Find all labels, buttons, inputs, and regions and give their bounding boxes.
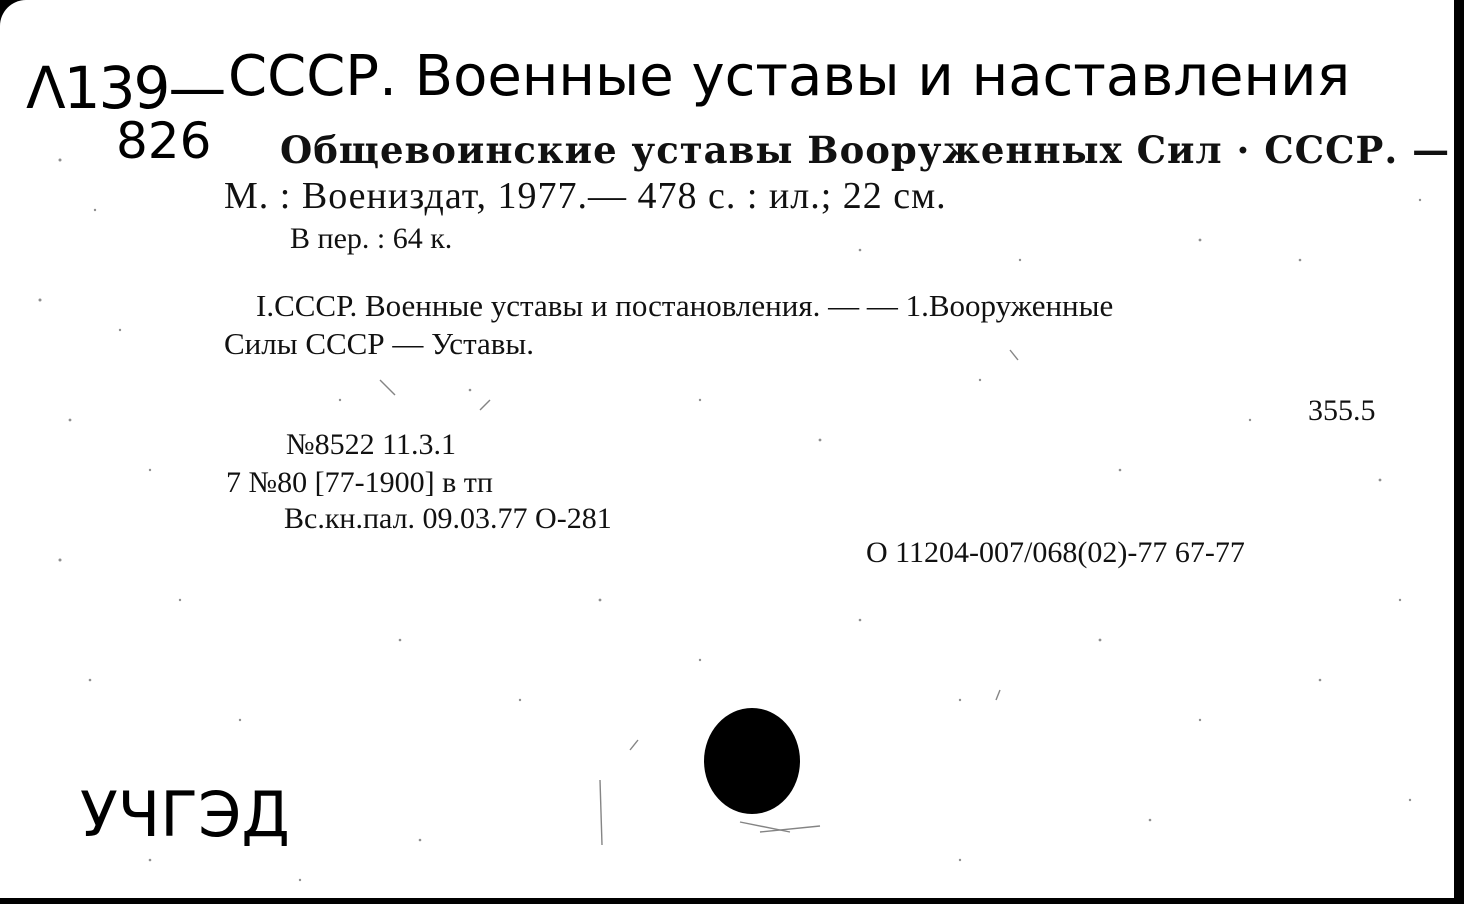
handwritten-bottom-mark: УЧГЭД [80, 778, 290, 851]
scan-edge-right [1454, 0, 1464, 904]
punch-hole [704, 708, 800, 814]
classification-number: 355.5 [1308, 394, 1376, 427]
scan-edge-bottom [0, 898, 1464, 904]
handwritten-call-number-bottom: 826 [116, 112, 212, 170]
price-line: В пер. : 64 к. [290, 222, 453, 255]
title-line: Общевоинские уставы Вооруженных Сил · СССР. — [280, 128, 1451, 172]
handwritten-call-number-top: Λ139— [26, 54, 225, 122]
plan-line: 7 №80 [77-1900] в тп [226, 466, 493, 499]
tracing-line-1: I.СССР. Военные уставы и постановления. — — 1.Вооруженные [256, 288, 1114, 323]
record-number: №8522 11.3.1 [286, 428, 457, 461]
index-code: О 11204-007/068(02)-77 67-77 [866, 536, 1245, 569]
tracing-line-2: Силы СССР — Уставы. [224, 326, 534, 361]
handwritten-heading: СССР. Военные уставы и наставления [228, 44, 1351, 109]
imprint-line: М. : Воениздат, 1977.— 478 с. : ил.; 22 см. [224, 175, 947, 217]
chamber-line: Вс.кн.пал. 09.03.77 О-281 [284, 502, 612, 535]
